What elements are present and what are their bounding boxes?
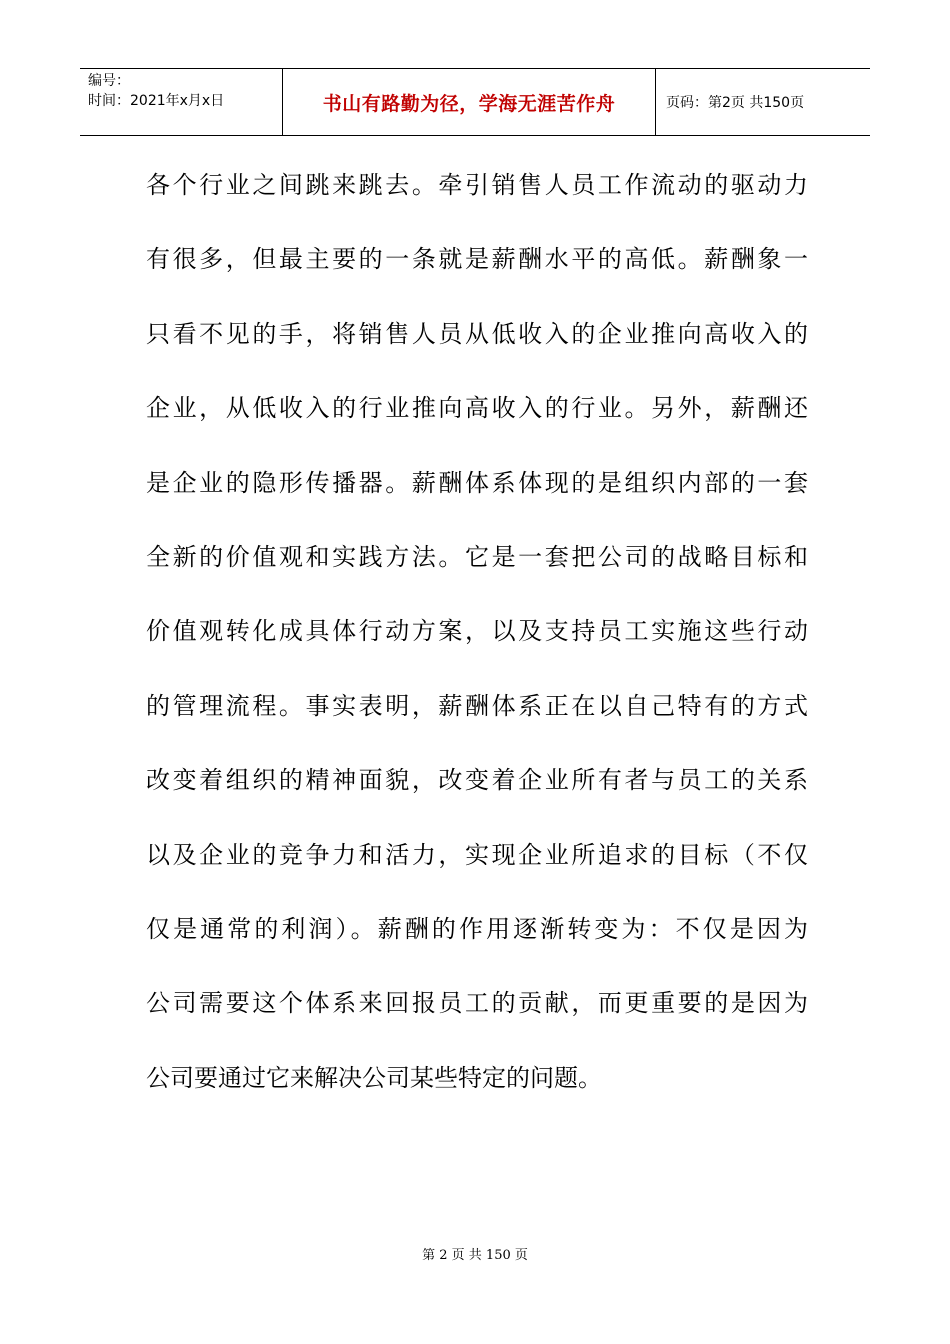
body-line: 改变着组织的精神面貌，改变着企业所有者与员工的关系 <box>146 766 808 795</box>
page-footer: 第 2 页 共 150 页 <box>422 1248 528 1263</box>
body-line: 价值观转化成具体行动方案，以及支持员工实施这些行动 <box>146 617 808 646</box>
document-number-label: 编号： <box>88 73 130 89</box>
page-header <box>80 68 870 136</box>
header-motto: 书山有路勤为径，学海无涯苦作舟 <box>282 69 656 135</box>
document-date: 时间：2021年x月x日 <box>88 93 225 109</box>
body-line: 是企业的隐形传播器。薪酬体系体现的是组织内部的一套 <box>146 468 808 497</box>
body-line: 企业，从低收入的行业推向高收入的行业。另外，薪酬还 <box>146 394 808 423</box>
header-meta <box>80 69 282 135</box>
body-line: 的管理流程。事实表明，薪酬体系正在以自己特有的方式 <box>146 691 808 720</box>
header-page-info: 页码：第2页 共150页 <box>666 95 805 111</box>
body-line: 公司需要这个体系来回报员工的贡献，而更重要的是因为 <box>146 989 808 1018</box>
body-line: 有很多，但最主要的一条就是薪酬水平的高低。薪酬象一 <box>146 245 808 274</box>
body-line: 各个行业之间跳来跳去。牵引销售人员工作流动的驱动力 <box>146 171 808 199</box>
body-line: 仅是通常的利润）。薪酬的作用逐渐转变为：不仅是因为 <box>146 914 808 943</box>
body-text <box>146 148 808 1115</box>
body-line: 只看不见的手，将销售人员从低收入的企业推向高收入的 <box>146 319 808 348</box>
body-line: 公司要通过它来解决公司某些特定的问题。 <box>146 1063 602 1092</box>
body-line: 全新的价值观和实践方法。它是一套把公司的战略目标和 <box>146 542 808 571</box>
body-line: 以及企业的竞争力和活力，实现企业所追求的目标（不仅 <box>146 840 808 869</box>
